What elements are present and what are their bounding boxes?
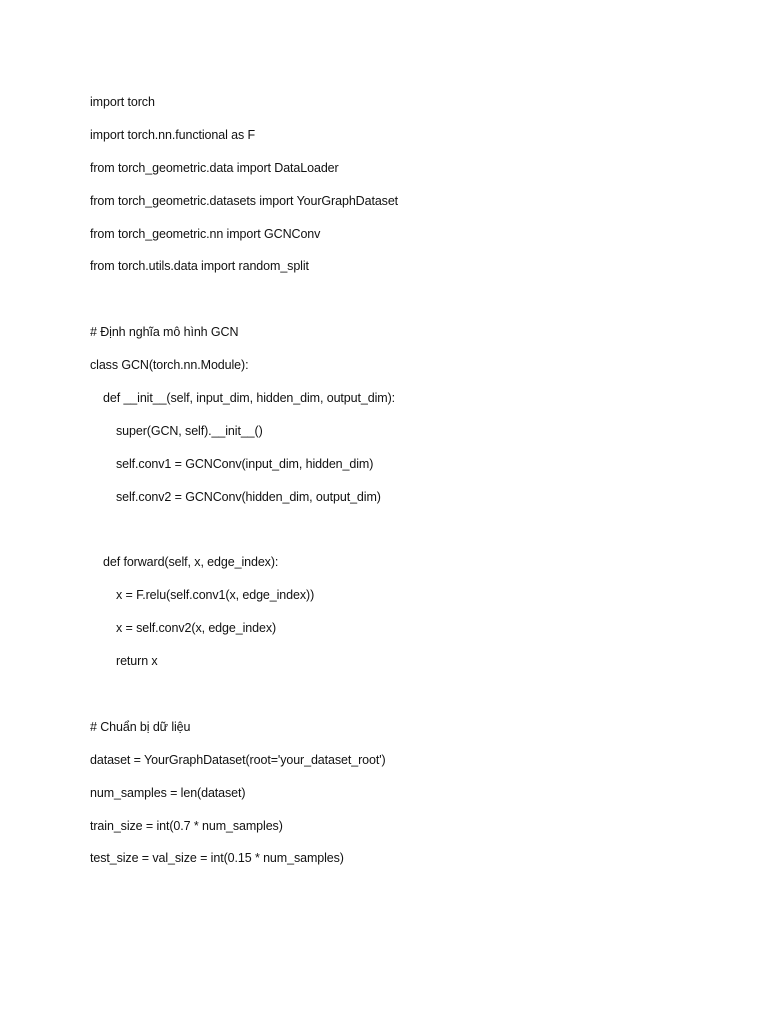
code-line: train_size = int(0.7 * num_samples) [90,818,283,833]
code-line: from torch_geometric.nn import GCNConv [90,226,321,241]
code-line: import torch [90,95,155,109]
blank-line [90,681,750,714]
code-line: dataset = YourGraphDataset(root='your_dataset_root') [90,752,386,767]
code-line: from torch_geometric.datasets import YourGraphDataset [90,193,399,208]
code-line: def forward(self, x, edge_index): [103,555,279,570]
code-line: import torch.nn.functional as F [90,127,256,142]
code-line: num_samples = len(dataset) [90,785,246,800]
code-line: self.conv1 = GCNConv(input_dim, hidden_dim) [116,456,374,471]
code-line: test_size = val_size = int(0.15 * num_samples) [90,851,344,866]
comment-line: # Chuẩn bị dữ liệu [90,719,191,734]
code-line: return x [116,654,158,669]
code-line: from torch.utils.data import random_split [90,259,309,274]
code-line: from torch_geometric.data import DataLoader [90,160,339,175]
code-line: class GCN(torch.nn.Module): [90,358,249,373]
document-body [90,89,750,878]
code-line: x = F.relu(self.conv1(x, edge_index)) [116,588,315,603]
blank-line [90,286,750,319]
comment-line: # Định nghĩa mô hình GCN [90,325,239,340]
code-line: x = self.conv2(x, edge_index) [116,621,277,636]
code-line: self.conv2 = GCNConv(hidden_dim, output_dim) [116,489,381,504]
code-line: def __init__(self, input_dim, hidden_dim, output_dim): [103,391,396,406]
blank-line [90,517,750,550]
code-line: super(GCN, self).__init__() [116,423,263,438]
